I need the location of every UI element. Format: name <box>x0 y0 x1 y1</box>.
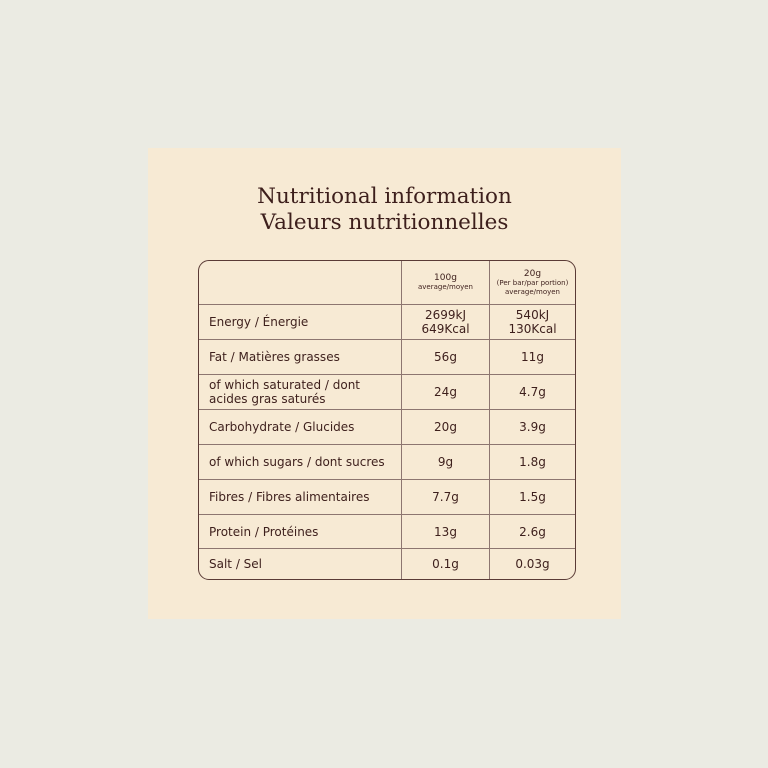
header-20g-label: 20g <box>523 268 542 279</box>
row-value-100g: 7.7g <box>401 480 489 514</box>
row-value-100g <box>401 305 489 339</box>
row-label: Protein / Protéines <box>209 524 319 539</box>
header-20g-sub: average/moyen <box>504 287 560 296</box>
row-value-portion: 11g <box>489 340 575 374</box>
row-value-100g: 9g <box>401 445 489 479</box>
header-empty-cell <box>199 261 401 304</box>
row-value-portion: 1.5g <box>489 480 575 514</box>
row-label <box>199 375 401 409</box>
row-label: of which sugars / dont sucres <box>209 455 385 469</box>
title-english: Nutritional information <box>257 184 512 209</box>
row-value-portion: 3.9g <box>489 410 575 444</box>
table-row <box>199 480 575 515</box>
row-value-100g: 0.1g <box>401 549 489 579</box>
row-value-portion <box>489 305 575 339</box>
table-header-row <box>199 261 575 305</box>
row-value-100g: 24g <box>401 375 489 409</box>
page-title <box>148 184 621 236</box>
header-per-bar <box>489 261 575 304</box>
row-value-portion: 1.8g <box>489 445 575 479</box>
row-value-portion: 2.6g <box>489 515 575 548</box>
table-row <box>199 305 575 340</box>
energy-kj-portion: 540kJ <box>515 308 550 322</box>
title-french: Valeurs nutritionnelles <box>260 210 509 235</box>
row-value-portion: 4.7g <box>489 375 575 409</box>
energy-kj-100g: 2699kJ <box>424 308 467 322</box>
row-label: Energy / Énergie <box>209 315 309 329</box>
nutrition-table <box>198 260 576 580</box>
table-row <box>199 410 575 445</box>
table-row <box>199 445 575 480</box>
row-label-line1: of which saturated / dont <box>209 378 361 392</box>
row-label: Fibres / Fibres alimentaires <box>209 490 370 504</box>
energy-kcal-portion: 130Kcal <box>508 322 557 336</box>
row-label: Carbohydrate / Glucides <box>209 420 355 434</box>
row-label-line2: acides gras saturés <box>209 392 326 406</box>
row-value-100g: 20g <box>401 410 489 444</box>
header-100g-sub: average/moyen <box>417 283 473 291</box>
row-value-100g: 13g <box>401 515 489 548</box>
row-value-100g: 56g <box>401 340 489 374</box>
header-per-100g <box>401 261 489 304</box>
header-20g-portion: (Per bar/par portion) <box>496 278 569 287</box>
row-label: Fat / Matières grasses <box>209 350 340 364</box>
header-100g-label: 100g <box>434 273 457 283</box>
table-row <box>199 549 575 579</box>
table-row <box>199 515 575 549</box>
nutrition-card <box>148 148 621 619</box>
table-row <box>199 375 575 410</box>
row-label: Salt / Sel <box>209 557 263 571</box>
energy-kcal-100g: 649Kcal <box>421 322 470 336</box>
row-value-portion: 0.03g <box>489 549 575 579</box>
table-row <box>199 340 575 375</box>
